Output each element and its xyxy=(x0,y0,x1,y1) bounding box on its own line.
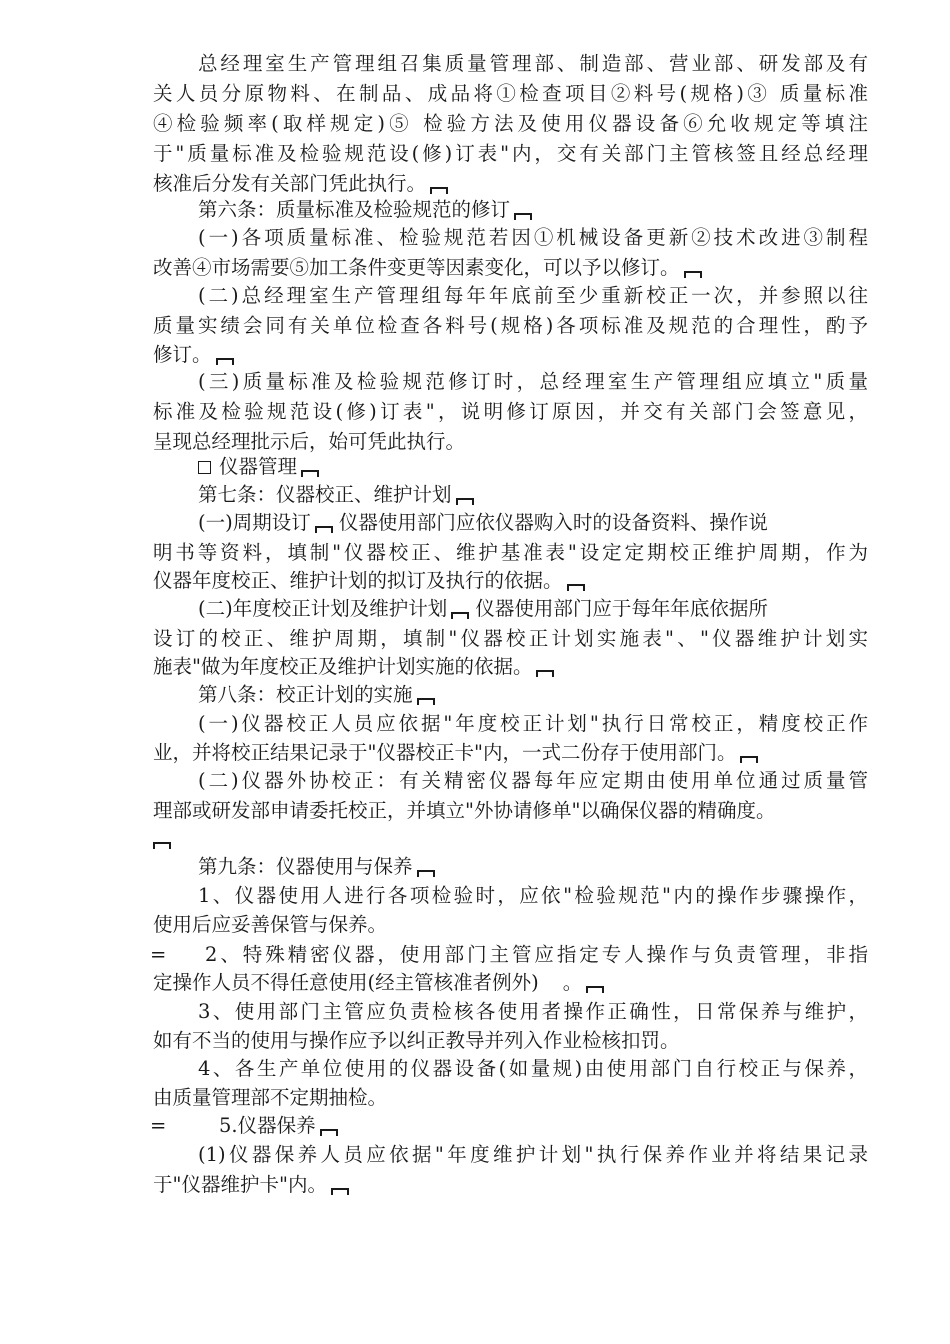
paragraph-mark-icon xyxy=(430,187,448,194)
paragraph-mark-icon xyxy=(740,756,758,763)
text-line: (一)仪器校正人员应依据"年度校正计划"执行日常校正，精度校正作 xyxy=(198,712,868,735)
article-heading: 第九条：仪器使用与保养 xyxy=(153,852,868,882)
text-line: (一)周期设订 仪器使用部门应依仪器购入时的设备资料、操作说 xyxy=(198,511,768,534)
section-heading: 仪器管理 xyxy=(153,452,868,482)
text-line: 施表"做为年度校正及维护计划实施的依据。 xyxy=(153,652,868,682)
text-line: = 2、特殊精密仪器，使用部门主管应指定专人操作与负责管理，非指 xyxy=(153,940,868,970)
text-line: 4、各生产单位使用的仪器设备(如量规)由使用部门自行校正与保养， xyxy=(198,1057,868,1080)
text-line: 关人员分原物料、在制品、成品将①检查项目②料号(规格)③ 质量标准 xyxy=(153,82,868,105)
paragraph-mark-icon xyxy=(417,870,435,877)
text-line: 1、仪器使用人进行各项检验时，应依"检验规范"内的操作步骤操作， xyxy=(198,884,868,907)
text-line: (二)总经理室生产管理组每年年底前至少重新校正一次，并参照以往 xyxy=(198,284,868,307)
paragraph-mark-icon xyxy=(586,986,604,993)
paragraph-mark-icon xyxy=(216,358,234,365)
checkbox-square-icon xyxy=(198,461,211,474)
article-heading: 第七条：仪器校正、维护计划 xyxy=(153,480,868,510)
article-heading: 第六条：质量标准及检验规范的修订 xyxy=(153,195,868,225)
text-line: 如有不当的使用与操作应予以纠正教导并列入作业检核扣罚。 xyxy=(153,1029,680,1052)
paragraph-mark-icon xyxy=(567,584,585,591)
paragraph-mark-icon xyxy=(684,271,702,278)
text-line: (1)仪器保养人员应依据"年度维护计划"执行保养作业并将结果记录 xyxy=(198,1143,868,1166)
paragraph-mark-icon xyxy=(456,498,474,505)
text-line: (三)质量标准及检验规范修订时，总经理室生产管理组应填立"质量 xyxy=(198,370,868,393)
paragraph-mark-icon xyxy=(315,526,333,533)
paragraph-mark-icon xyxy=(536,670,554,677)
paragraph-mark-icon xyxy=(417,698,435,705)
text-line: 于"仪器维护卡"内。 xyxy=(153,1170,868,1200)
text-line: 由质量管理部不定期抽检。 xyxy=(153,1086,388,1109)
text-line: ④检验频率(取样规定)⑤ 检验方法及使用仪器设备⑥允收规定等填注 xyxy=(153,112,868,135)
text-line: 质量实绩会同有关单位检查各料号(规格)各项标准及规范的合理性，酌予 xyxy=(153,314,868,337)
text-line: (一)各项质量标准、检验规范若因①机械设备更新②技术改进③制程 xyxy=(198,226,868,249)
text-line: 呈现总经理批示后，始可凭此执行。 xyxy=(153,430,466,453)
paragraph-mark-icon xyxy=(514,213,532,220)
text-line: 3、使用部门主管应负责检核各使用者操作正确性，日常保养与维护， xyxy=(198,1000,868,1023)
article-heading: 第八条：校正计划的实施 xyxy=(153,680,868,710)
paragraph-mark-icon xyxy=(153,842,171,849)
paragraph-mark-icon xyxy=(331,1188,349,1195)
text-line: 于"质量标准及检验规范设(修)订表"内，交有关部门主管核签且经总经理 xyxy=(153,142,868,165)
text-line xyxy=(153,824,868,854)
text-line: 设订的校正、维护周期，填制"仪器校正计划实施表"、"仪器维护计划实 xyxy=(153,627,868,650)
equals-mark: = xyxy=(150,1114,167,1137)
text-line: 明书等资料，填制"仪器校正、维护基准表"设定定期校正维护周期，作为 xyxy=(153,541,868,564)
text-line: 使用后应妥善保管与保养。 xyxy=(153,913,388,936)
equals-mark: = xyxy=(150,943,167,966)
text-line: (二)仪器外协校正：有关精密仪器每年应定期由使用单位通过质量管 xyxy=(198,769,868,792)
text-line: (二)年度校正计划及维护计划 仪器使用部门应于每年年底依据所 xyxy=(198,597,768,620)
text-line: = 5.仪器保养 xyxy=(153,1111,868,1141)
paragraph-mark-icon xyxy=(301,470,319,477)
text-line: 标准及检验规范设(修)订表"，说明修订原因，并交有关部门会签意见， xyxy=(153,400,868,423)
paragraph-mark-icon xyxy=(320,1129,338,1136)
text-line: 业，并将校正结果记录于"仪器校正卡"内，一式二份存于使用部门。 xyxy=(153,738,868,768)
text-line: 理部或研发部申请委托校正，并填立"外协请修单"以确保仪器的精确度。 xyxy=(153,799,776,822)
text-line: 改善④市场需要⑤加工条件变更等因素变化，可以予以修订。 xyxy=(153,253,868,283)
text-line: 核准后分发有关部门凭此执行。 xyxy=(153,169,868,199)
paragraph-mark-icon xyxy=(451,612,469,619)
text-line: 定操作人员不得任意使用(经主管核准者例外) 。 xyxy=(153,968,868,998)
text-line: 修订。 xyxy=(153,340,868,370)
text-line: 总经理室生产管理组召集质量管理部、制造部、营业部、研发部及有 xyxy=(198,52,868,75)
text-line: 仪器年度校正、维护计划的拟订及执行的依据。 xyxy=(153,566,868,596)
